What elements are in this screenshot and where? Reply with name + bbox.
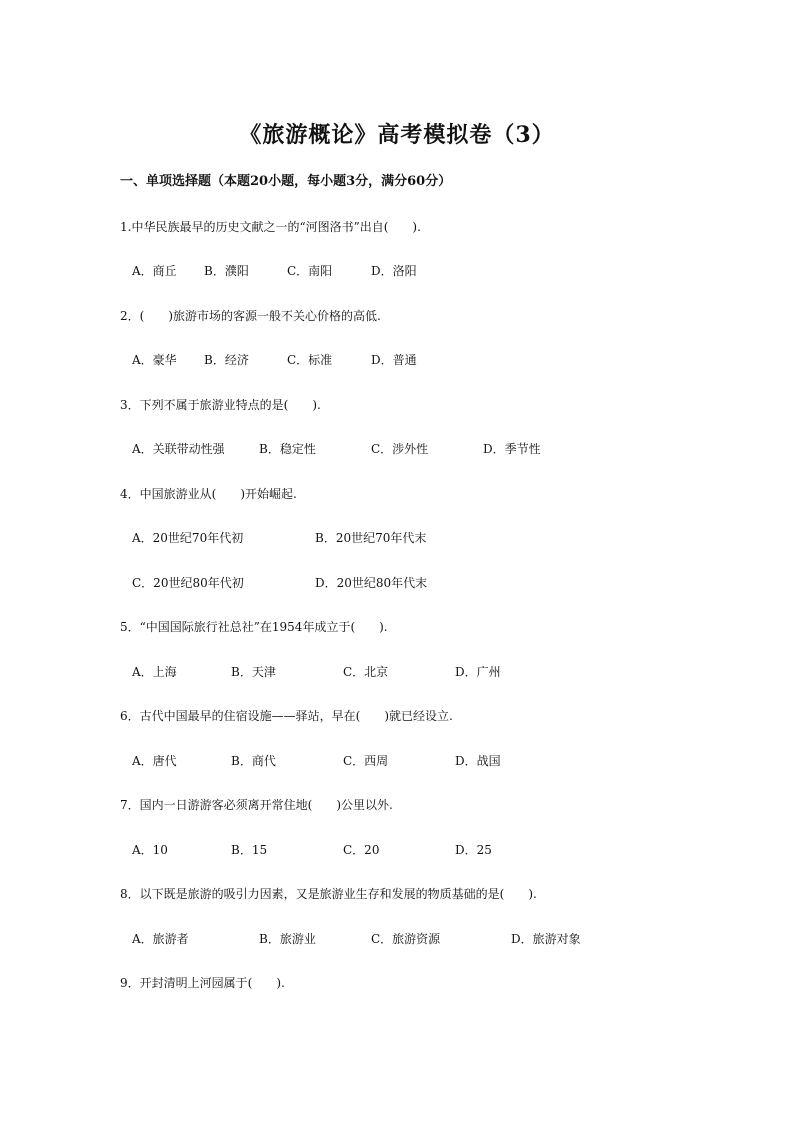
question-7-option-a: A．10	[132, 843, 168, 857]
question-2-option-b: B．经济	[204, 353, 249, 367]
question-3-option-d: D．季节性	[483, 442, 541, 456]
question-8-option-c: C．旅游资源	[371, 932, 441, 946]
question-6-option-b: B．商代	[231, 754, 276, 768]
question-6-options	[132, 752, 692, 770]
question-2: 2．( )旅游市场的客源一般不关心价格的高低.	[120, 309, 381, 323]
question-1-option-d: D．洛阳	[371, 264, 417, 278]
question-4-option-a: A．20世纪70年代初	[132, 531, 244, 545]
question-7-options	[132, 841, 692, 859]
section-heading: 一、单项选择题（本题20小题，每小题3分，满分60分）	[120, 174, 452, 189]
question-5-option-d: D．广州	[455, 665, 501, 679]
question-6-option-d: D．战国	[455, 754, 501, 768]
question-5-option-b: B．天津	[231, 665, 276, 679]
question-8-options	[132, 930, 692, 948]
question-3-options	[132, 440, 692, 458]
question-5-options	[132, 663, 692, 681]
question-8-option-d: D．旅游对象	[511, 932, 581, 946]
question-4: 4．中国旅游业从( )开始崛起.	[120, 487, 297, 501]
question-7-option-b: B．15	[231, 843, 268, 857]
question-4-options-row-1	[132, 529, 692, 547]
question-6-option-a: A．唐代	[132, 754, 177, 768]
question-3-option-c: C．涉外性	[371, 442, 429, 456]
question-1-option-b: B．濮阳	[204, 264, 249, 278]
question-6-option-c: C．西周	[343, 754, 389, 768]
question-8-option-b: B．旅游业	[259, 932, 316, 946]
question-1-option-a: A．商丘	[132, 264, 177, 278]
question-2-option-d: D．普通	[371, 353, 417, 367]
question-7-option-d: D．25	[455, 843, 492, 857]
question-8-option-a: A．旅游者	[132, 932, 189, 946]
question-3-option-b: B．稳定性	[259, 442, 316, 456]
question-2-option-c: C．标准	[287, 353, 333, 367]
question-1-option-c: C．南阳	[287, 264, 333, 278]
question-8: 8．以下既是旅游的吸引力因素，又是旅游业生存和发展的物质基础的是( ).	[120, 887, 537, 901]
question-1-options	[132, 262, 692, 280]
question-7: 7．国内一日游游客必须离开常住地( )公里以外.	[120, 798, 393, 812]
question-4-option-d: D．20世纪80年代末	[315, 576, 428, 590]
question-6: 6．古代中国最早的住宿设施——驿站，早在( )就已经设立.	[120, 709, 453, 723]
question-3-option-a: A．关联带动性强	[132, 442, 225, 456]
question-4-option-b: B．20世纪70年代末	[315, 531, 427, 545]
question-4-option-c: C．20世纪80年代初	[132, 576, 244, 590]
question-3: 3．下列不属于旅游业特点的是( ).	[120, 398, 321, 412]
question-2-options	[132, 351, 692, 369]
question-2-option-a: A．豪华	[132, 353, 177, 367]
question-5: 5．“中国国际旅行社总社”在1954年成立于( ).	[120, 620, 388, 634]
question-1: 1.中华民族最早的历史文献之一的“河图洛书”出自( ).	[120, 220, 421, 234]
question-4-options-row-2	[132, 574, 692, 592]
question-5-option-c: C．北京	[343, 665, 389, 679]
question-7-option-c: C．20	[343, 843, 380, 857]
question-9: 9．开封清明上河园属于( ).	[120, 976, 285, 990]
question-5-option-a: A．上海	[132, 665, 177, 679]
page-title: 《旅游概论》高考模拟卷（3）	[239, 122, 555, 148]
